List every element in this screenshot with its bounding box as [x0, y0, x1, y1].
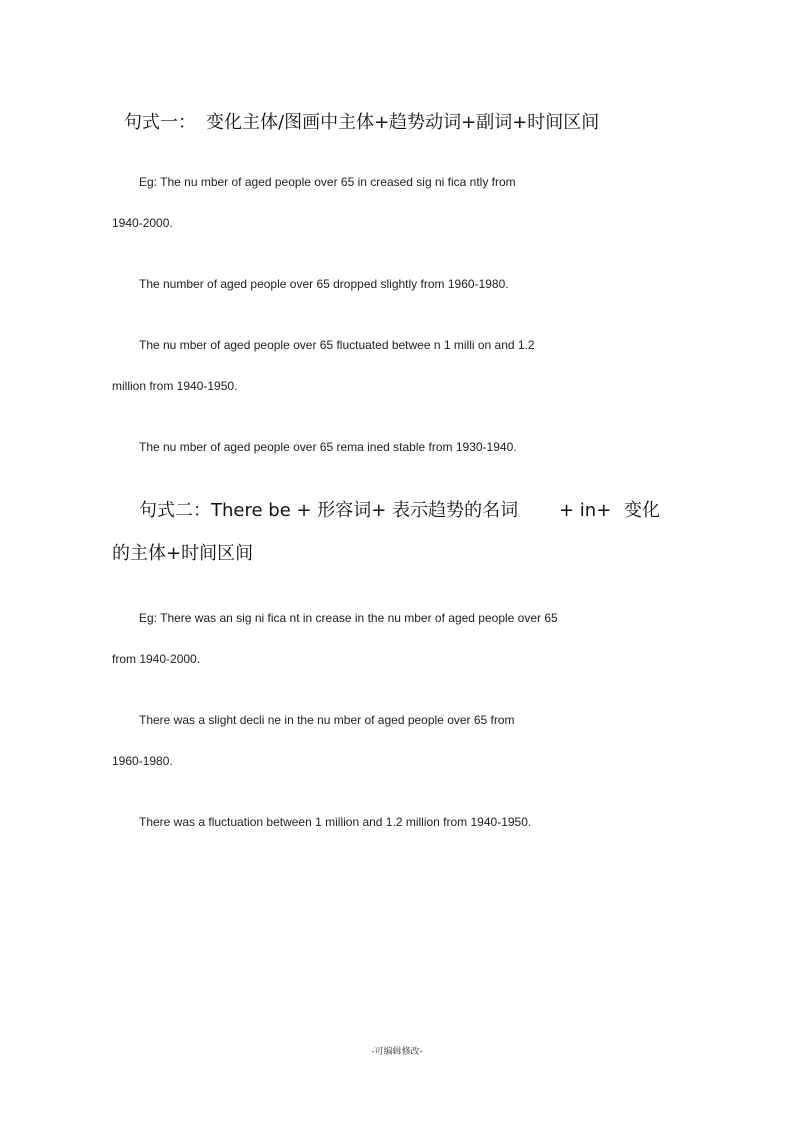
- section2-example-line: from 1940-2000.: [112, 652, 201, 666]
- section1-heading-formula: 变化主体/图画中主体+趋势动词+副词+时间区间: [206, 112, 600, 133]
- section2-example-line: There was a fluctuation between 1 million and 1.2 million from 1940-1950.: [139, 815, 532, 829]
- section2-heading-line2: 的主体+时间区间: [112, 543, 254, 564]
- section1-heading-prefix: 句式一：: [124, 112, 196, 133]
- section1-example-line: million from 1940-1950.: [112, 379, 238, 393]
- section2-heading-part3: 变化: [624, 500, 660, 521]
- section2-example-line: There was a slight decli ne in the nu mber of aged people over 65 from: [139, 713, 515, 727]
- section1-example-line: 1940-2000.: [112, 216, 173, 230]
- section1-example-line: The number of aged people over 65 dropped slightly from 1960-1980.: [139, 277, 509, 291]
- section1-example-line: The nu mber of aged people over 65 rema ined stable from 1930-1940.: [139, 440, 517, 454]
- section2-heading-part1: 句式二：There be + 形容词+ 表示趋势的名词: [139, 500, 519, 521]
- page-footer: -可编辑修改-: [371, 1047, 423, 1057]
- section1-example-line: Eg: The nu mber of aged people over 65 in creased sig ni fica ntly from: [139, 175, 516, 189]
- section2-example-line: 1960-1980.: [112, 754, 173, 768]
- section1-example-line: The nu mber of aged people over 65 fluctuated betwee n 1 milli on and 1.2: [139, 338, 535, 352]
- section2-heading-part2: + in+: [559, 500, 612, 521]
- section2-example-line: Eg: There was an sig ni fica nt in crease in the nu mber of aged people over 65: [139, 611, 558, 625]
